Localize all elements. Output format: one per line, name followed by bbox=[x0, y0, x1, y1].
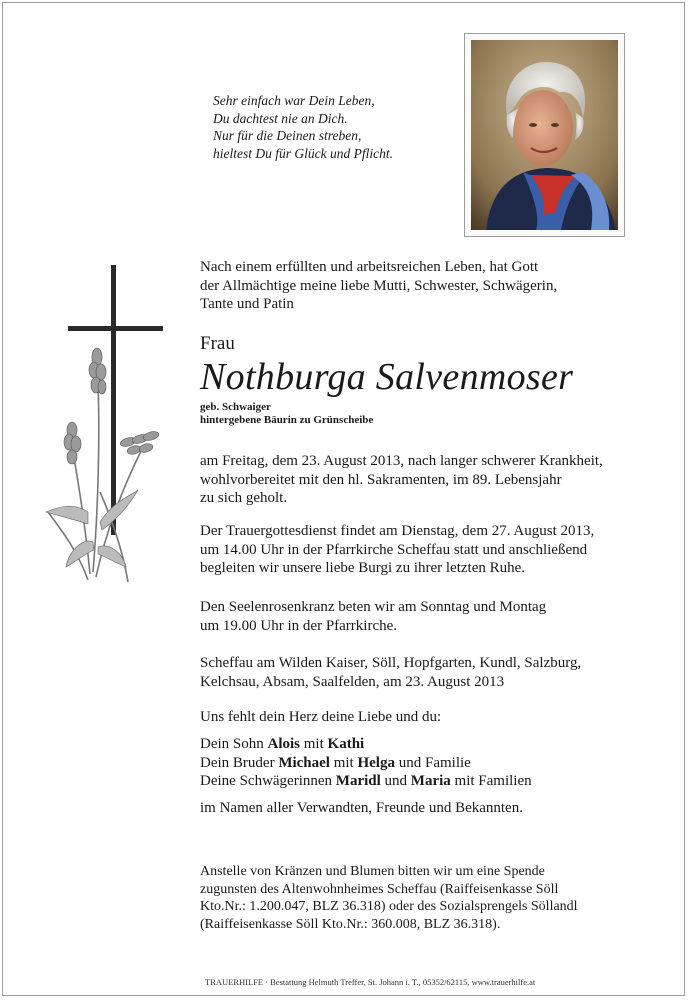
deceased-name: Nothburga Salvenmoser bbox=[200, 356, 574, 398]
maiden-name: geb. Schwaiger bbox=[200, 401, 271, 413]
occupation: hintergebene Bäurin zu Grünscheibe bbox=[200, 414, 374, 426]
intro-line: Nach einem erfüllten und arbeitsreichen Leben, hat Gott bbox=[200, 259, 539, 275]
family-line: Dein Bruder Michael mit Helga und Familie bbox=[200, 754, 471, 771]
intro-line: Tante und Patin bbox=[200, 296, 294, 312]
funeral-line: begleiten wir unsere liebe Burgi zu ihrer letzten Ruhe. bbox=[200, 560, 526, 576]
funeral-line: Der Trauergottesdienst findet am Dienstag, dem 27. August 2013, bbox=[200, 523, 595, 539]
donation-line: Anstelle von Kränzen und Blumen bitten wir um eine Spende bbox=[200, 864, 545, 879]
funeral-notice bbox=[200, 522, 594, 578]
donation-line: Kto.Nr.: 1.200.047, BLZ 36.318) oder des Sozialsprengels Söllandl bbox=[200, 899, 578, 914]
rosary-line: um 19.00 Uhr in der Pfarrkirche. bbox=[200, 617, 398, 634]
name-subtitle bbox=[200, 401, 373, 427]
intro-paragraph bbox=[200, 258, 557, 314]
cross-with-wheat-icon bbox=[38, 262, 178, 592]
salutation: Frau bbox=[200, 333, 235, 354]
family-line: Deine Schwägerinnen Maridl und Maria mit Familien bbox=[200, 773, 532, 789]
family-list bbox=[200, 735, 532, 791]
portrait-photo bbox=[471, 40, 618, 230]
verse-line: Nur für die Deinen streben, bbox=[213, 128, 362, 144]
place-date-line: Kelchsau, Absam, Saalfelden, am 23. August 2013 bbox=[200, 673, 505, 690]
closing-line: Uns fehlt dein Herz deine Liebe und du: bbox=[200, 709, 442, 725]
donation-line: (Raiffeisenkasse Söll Kto.Nr.: 360.008, BLZ 36.318). bbox=[200, 916, 501, 932]
intro-line: der Allmächtige meine liebe Mutti, Schwester, Schwägerin, bbox=[200, 277, 558, 294]
death-notice bbox=[200, 452, 603, 508]
funeral-line: um 14.00 Uhr in der Pfarrkirche Scheffau statt und anschließend bbox=[200, 541, 588, 558]
rosary-notice bbox=[200, 598, 546, 635]
verse-line: hieltest Du für Glück und Pflicht. bbox=[213, 145, 393, 161]
death-notice-line: wohlvorbereitet mit den hl. Sakramenten, im 89. Lebensjahr bbox=[200, 471, 562, 488]
rosary-line: Den Seelenrosenkranz beten wir am Sonntag und Montag bbox=[200, 599, 547, 615]
footer-credit: TRAUERHILFE · Bestattung Helmuth Treffer, St. Johann i. T., 05352/62115, www.trauerhilfe.at bbox=[205, 977, 536, 987]
donation-line: zugunsten des Altenwohnheimes Scheffau (Raiffeisenkasse Söll bbox=[200, 881, 559, 897]
verse-line: Du dachtest nie an Dich. bbox=[213, 110, 348, 126]
place-date-line: Scheffau am Wilden Kaiser, Söll, Hopfgarten, Kundl, Salzburg, bbox=[200, 655, 582, 671]
family-line: Dein Sohn Alois mit Kathi bbox=[200, 736, 365, 752]
death-notice-line: am Freitag, dem 23. August 2013, nach langer schwerer Krankheit, bbox=[200, 453, 603, 469]
memorial-verse bbox=[213, 92, 393, 162]
death-notice-line: zu sich geholt. bbox=[200, 490, 288, 506]
donation-notice bbox=[200, 863, 578, 933]
portrait-frame bbox=[464, 33, 625, 237]
relatives-line: im Namen aller Verwandten, Freunde und Bekannten. bbox=[200, 800, 523, 816]
place-date bbox=[200, 654, 581, 691]
verse-line: Sehr einfach war Dein Leben, bbox=[213, 93, 375, 108]
